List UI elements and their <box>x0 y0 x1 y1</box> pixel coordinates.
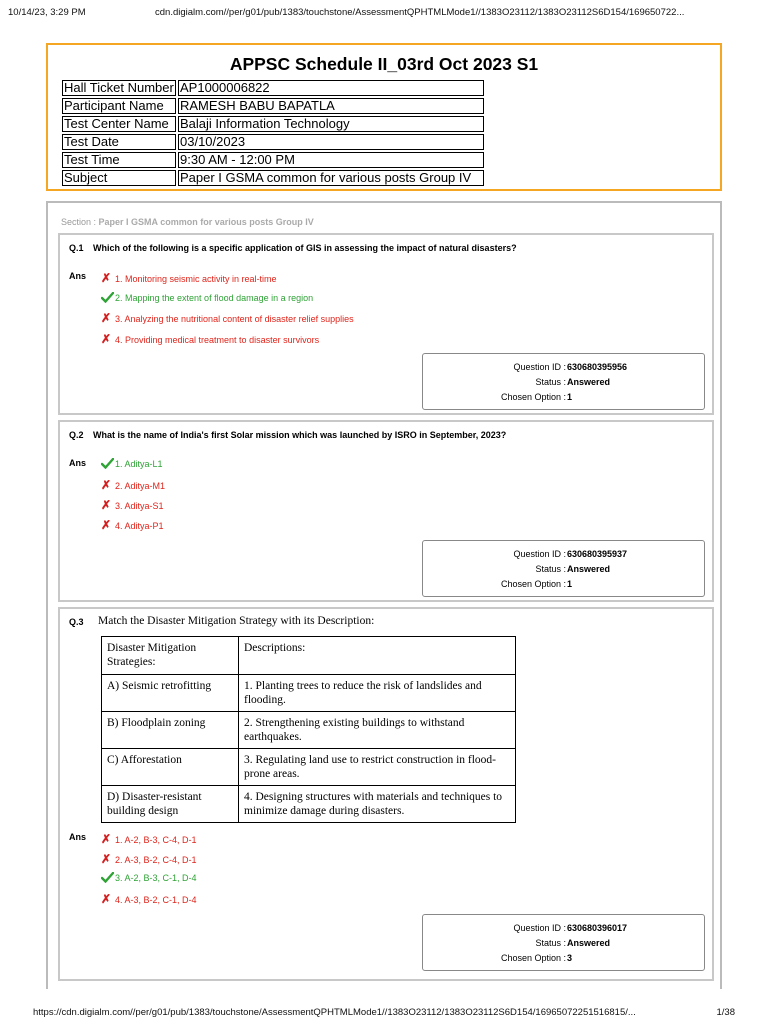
question-panel-q3 <box>58 607 714 981</box>
question-number: Q.2 <box>69 430 84 440</box>
page-title: APPSC Schedule II_03rd Oct 2023 S1 <box>229 54 539 74</box>
meta-label: Chosen Option : <box>500 392 566 402</box>
question-meta-box <box>422 914 705 971</box>
info-value: 9:30 AM - 12:00 PM <box>178 152 484 168</box>
cross-icon: ✗ <box>101 832 112 846</box>
match-row <box>102 749 516 786</box>
meta-label: Status : <box>535 377 566 387</box>
question-text: What is the name of India's first Solar mission which was launched by ISRO in September, 2023? <box>93 430 507 440</box>
page-number: 1/38 <box>716 1007 735 1018</box>
match-row <box>102 786 516 823</box>
match-cell: C) Afforestation <box>102 749 239 786</box>
question-id: 630680395937 <box>567 549 628 559</box>
option-correct <box>101 458 163 469</box>
option-wrong <box>101 478 165 492</box>
match-row <box>102 675 516 712</box>
option-wrong <box>101 832 197 846</box>
cross-icon: ✗ <box>101 478 112 492</box>
option-wrong <box>101 892 197 906</box>
info-label: Participant Name <box>62 98 176 114</box>
match-cell: Descriptions: <box>239 637 516 675</box>
section-container <box>46 201 722 989</box>
match-cell: 1. Planting trees to reduce the risk of landslides and flooding. <box>239 675 516 712</box>
option-wrong <box>101 518 164 532</box>
match-cell: A) Seismic retrofitting <box>102 675 239 712</box>
info-label: Hall Ticket Number <box>62 80 176 96</box>
meta-label: Chosen Option : <box>500 579 566 589</box>
option-text: 2. Mapping the extent of flood damage in a region <box>115 293 314 303</box>
cross-icon: ✗ <box>101 498 112 512</box>
status-value: Answered <box>567 938 611 948</box>
question-panel-q2 <box>58 420 714 602</box>
meta-label: Question ID : <box>513 549 566 559</box>
option-correct <box>101 872 197 883</box>
question-number: Q.3 <box>69 617 84 627</box>
check-icon <box>101 292 115 303</box>
match-cell: B) Floodplain zoning <box>102 712 239 749</box>
option-correct <box>101 292 313 303</box>
option-text: 4. Providing medical treatment to disaster survivors <box>115 335 320 345</box>
info-label: Test Center Name <box>62 116 176 132</box>
info-row <box>62 116 484 132</box>
print-datetime: 10/14/23, 3:29 PM <box>8 7 86 18</box>
ans-label: Ans <box>69 832 87 842</box>
match-cell: 4. Designing structures with materials and techniques to minimize damage during disasters. <box>239 786 516 823</box>
option-text: 3. Aditya-S1 <box>115 501 164 511</box>
chosen-option: 1 <box>567 392 573 402</box>
info-label: Subject <box>62 170 176 186</box>
match-row <box>102 712 516 749</box>
option-text: 3. Analyzing the nutritional content of disaster relief supplies <box>115 314 354 324</box>
candidate-header <box>46 43 722 191</box>
cross-icon: ✗ <box>101 852 112 866</box>
option-text: 1. A-2, B-3, C-4, D-1 <box>115 835 197 845</box>
match-cell: 3. Regulating land use to restrict construction in flood-prone areas. <box>239 749 516 786</box>
info-label: Test Date <box>62 134 176 150</box>
ans-label: Ans <box>69 458 87 468</box>
question-panel-q1 <box>58 233 714 415</box>
meta-label: Status : <box>535 938 566 948</box>
info-row <box>62 170 484 186</box>
section-prefix: Section : <box>61 217 99 227</box>
option-wrong <box>101 332 319 346</box>
print-url: cdn.digialm.com//per/g01/pub/1383/touchstone/AssessmentQPHTMLMode1//1383O23112/1383O23112S6D154/169650722... <box>155 7 685 18</box>
match-row <box>102 637 516 675</box>
question-id: 630680396017 <box>567 923 628 933</box>
question-meta-box <box>422 353 705 410</box>
check-icon <box>101 458 115 469</box>
footer-url: https://cdn.digialm.com//per/g01/pub/1383/touchstone/AssessmentQPHTMLMode1//1383O23112/1383O23112S6D154/16965072251516815/... <box>33 1007 636 1018</box>
status-value: Answered <box>567 377 611 387</box>
meta-label: Status : <box>535 564 566 574</box>
info-row <box>62 80 484 96</box>
match-table <box>101 636 516 823</box>
info-row <box>62 152 484 168</box>
option-wrong <box>101 311 354 325</box>
question-text: Match the Disaster Mitigation Strategy with its Description: <box>98 615 375 627</box>
match-cell: Disaster Mitigation Strategies: <box>102 637 239 675</box>
cross-icon: ✗ <box>101 518 112 532</box>
check-icon <box>101 872 115 883</box>
option-wrong <box>101 498 164 512</box>
option-wrong <box>101 271 277 285</box>
print-header <box>0 0 768 20</box>
info-value: RAMESH BABU BAPATLA <box>178 98 484 114</box>
option-text: 4. A-3, B-2, C-1, D-4 <box>115 895 197 905</box>
chosen-option: 1 <box>567 579 573 589</box>
option-text: 3. A-2, B-3, C-1, D-4 <box>115 873 197 883</box>
info-label: Test Time <box>62 152 176 168</box>
option-wrong <box>101 852 197 866</box>
info-value: Balaji Information Technology <box>178 116 484 132</box>
chosen-option: 3 <box>567 953 573 963</box>
meta-label: Question ID : <box>513 923 566 933</box>
meta-label: Question ID : <box>513 362 566 372</box>
cross-icon: ✗ <box>101 311 112 325</box>
cross-icon: ✗ <box>101 271 112 285</box>
candidate-info-table <box>60 78 486 188</box>
cross-icon: ✗ <box>101 892 112 906</box>
option-text: 4. Aditya-P1 <box>115 521 164 531</box>
print-footer <box>0 1004 768 1024</box>
question-id: 630680395956 <box>567 362 628 372</box>
option-text: 1. Monitoring seismic activity in real-time <box>115 274 277 284</box>
info-value: Paper I GSMA common for various posts Group IV <box>178 170 484 186</box>
info-value: 03/10/2023 <box>178 134 484 150</box>
match-cell: D) Disaster-resistant building design <box>102 786 239 823</box>
option-text: 1. Aditya-L1 <box>115 459 163 469</box>
meta-label: Chosen Option : <box>500 953 566 963</box>
ans-label: Ans <box>69 271 87 281</box>
option-text: 2. A-3, B-2, C-4, D-1 <box>115 855 197 865</box>
option-text: 2. Aditya-M1 <box>115 481 166 491</box>
info-value: AP1000006822 <box>178 80 484 96</box>
status-value: Answered <box>567 564 611 574</box>
question-number: Q.1 <box>69 243 84 253</box>
info-row <box>62 134 484 150</box>
section-title <box>61 217 314 227</box>
question-text: Which of the following is a specific application of GIS in assessing the impact of natural disasters? <box>93 243 517 253</box>
info-row <box>62 98 484 114</box>
match-cell: 2. Strengthening existing buildings to withstand earthquakes. <box>239 712 516 749</box>
question-meta-box <box>422 540 705 597</box>
section-name: Paper I GSMA common for various posts Group IV <box>98 217 314 227</box>
cross-icon: ✗ <box>101 332 112 346</box>
